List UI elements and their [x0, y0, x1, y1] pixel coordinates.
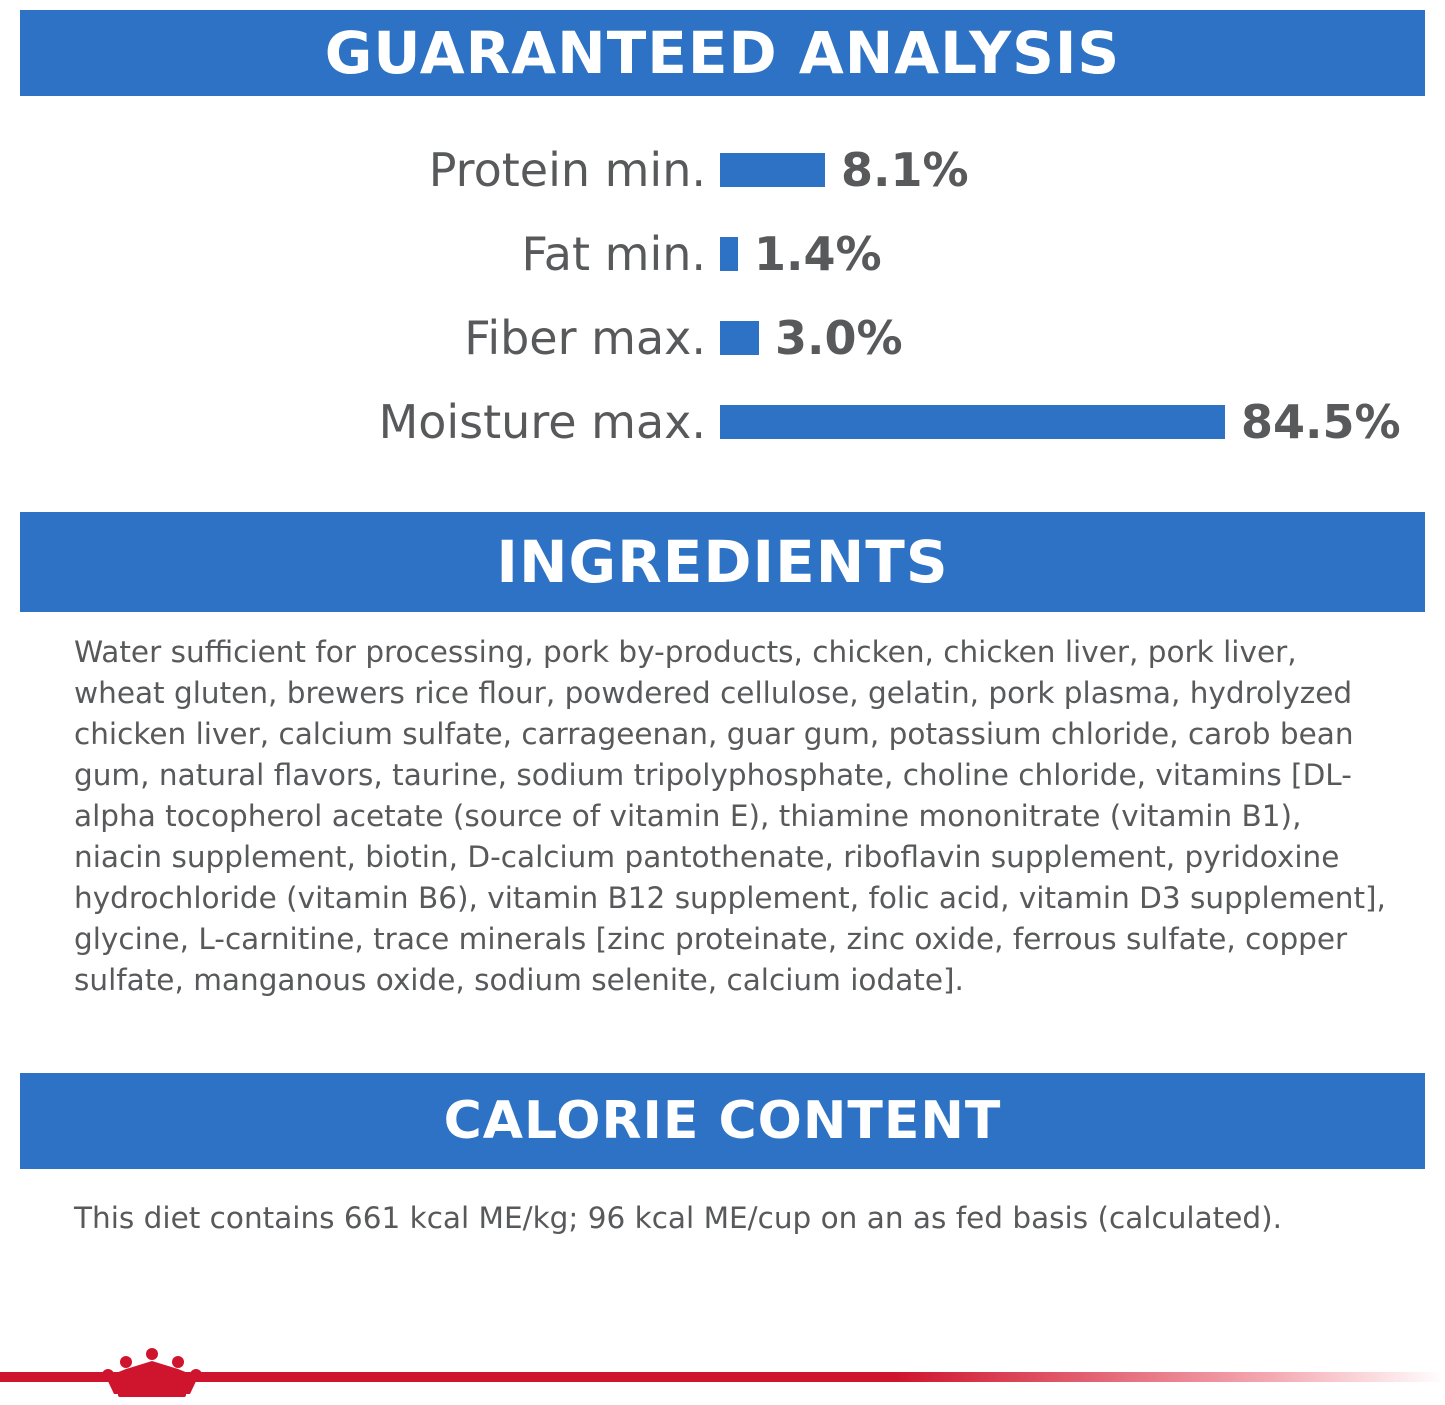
- analysis-bar-wrap: [720, 311, 903, 365]
- calorie-content-header: CALORIE CONTENT: [20, 1073, 1425, 1169]
- brand-red-line: [0, 1372, 1445, 1382]
- ingredients-header: INGREDIENTS: [20, 512, 1425, 612]
- analysis-label: Fiber max.: [464, 311, 706, 365]
- analysis-row: [20, 212, 1425, 296]
- analysis-bar-wrap: [720, 395, 1401, 449]
- analysis-label: Protein min.: [428, 143, 706, 197]
- brand-footer: [0, 1347, 1445, 1405]
- analysis-bar-wrap: [720, 143, 969, 197]
- guaranteed-analysis-header: GUARANTEED ANALYSIS: [20, 10, 1425, 96]
- analysis-bar: [720, 237, 738, 271]
- calorie-content-body: This diet contains 661 kcal ME/kg; 96 kcal ME/cup on an as fed basis (calculated).: [74, 1201, 1283, 1235]
- ingredients-body: Water sufficient for processing, pork by-products, chicken, chicken liver, pork liver, wheat gluten, brewers rice flour, powdered cellulose, gelatin, pork plasma, hydrolyzed chicken liver, calcium sulfate, carrageenan, guar gum, potassium chloride, carob bean gum, natural flavors, taurine, sodium tripolyphosphate, choline chloride, vitamins [DL-alpha tocopherol acetate (source of vitamin E), thiamine mononitrate (vitamin B1), niacin supplement, biotin, D-calcium pantothenate, riboflavin supplement, pyridoxine hydrochloride (vitamin B6), vitamin B12 supplement, folic acid, vitamin D3 supplement], glycine, L-carnitine, trace minerals [zinc proteinate, zinc oxide, ferrous sulfate, copper sulfate, manganous oxide, sodium selenite, calcium iodate].: [74, 635, 1386, 997]
- analysis-value: 8.1%: [841, 143, 969, 197]
- analysis-value: 1.4%: [754, 227, 882, 281]
- analysis-value: 84.5%: [1241, 395, 1401, 449]
- analysis-row: [20, 296, 1425, 380]
- analysis-bar-wrap: [720, 227, 882, 281]
- analysis-row: [20, 128, 1425, 212]
- analysis-row: [20, 380, 1425, 464]
- analysis-value: 3.0%: [775, 311, 903, 365]
- analysis-label: Moisture max.: [378, 395, 706, 449]
- analysis-bar: [720, 405, 1225, 439]
- royal-canin-crown-icon: [92, 1347, 212, 1399]
- analysis-bar: [720, 321, 759, 355]
- analysis-bar: [720, 153, 825, 187]
- analysis-label: Fat min.: [521, 227, 706, 281]
- guaranteed-analysis-chart: [20, 128, 1425, 464]
